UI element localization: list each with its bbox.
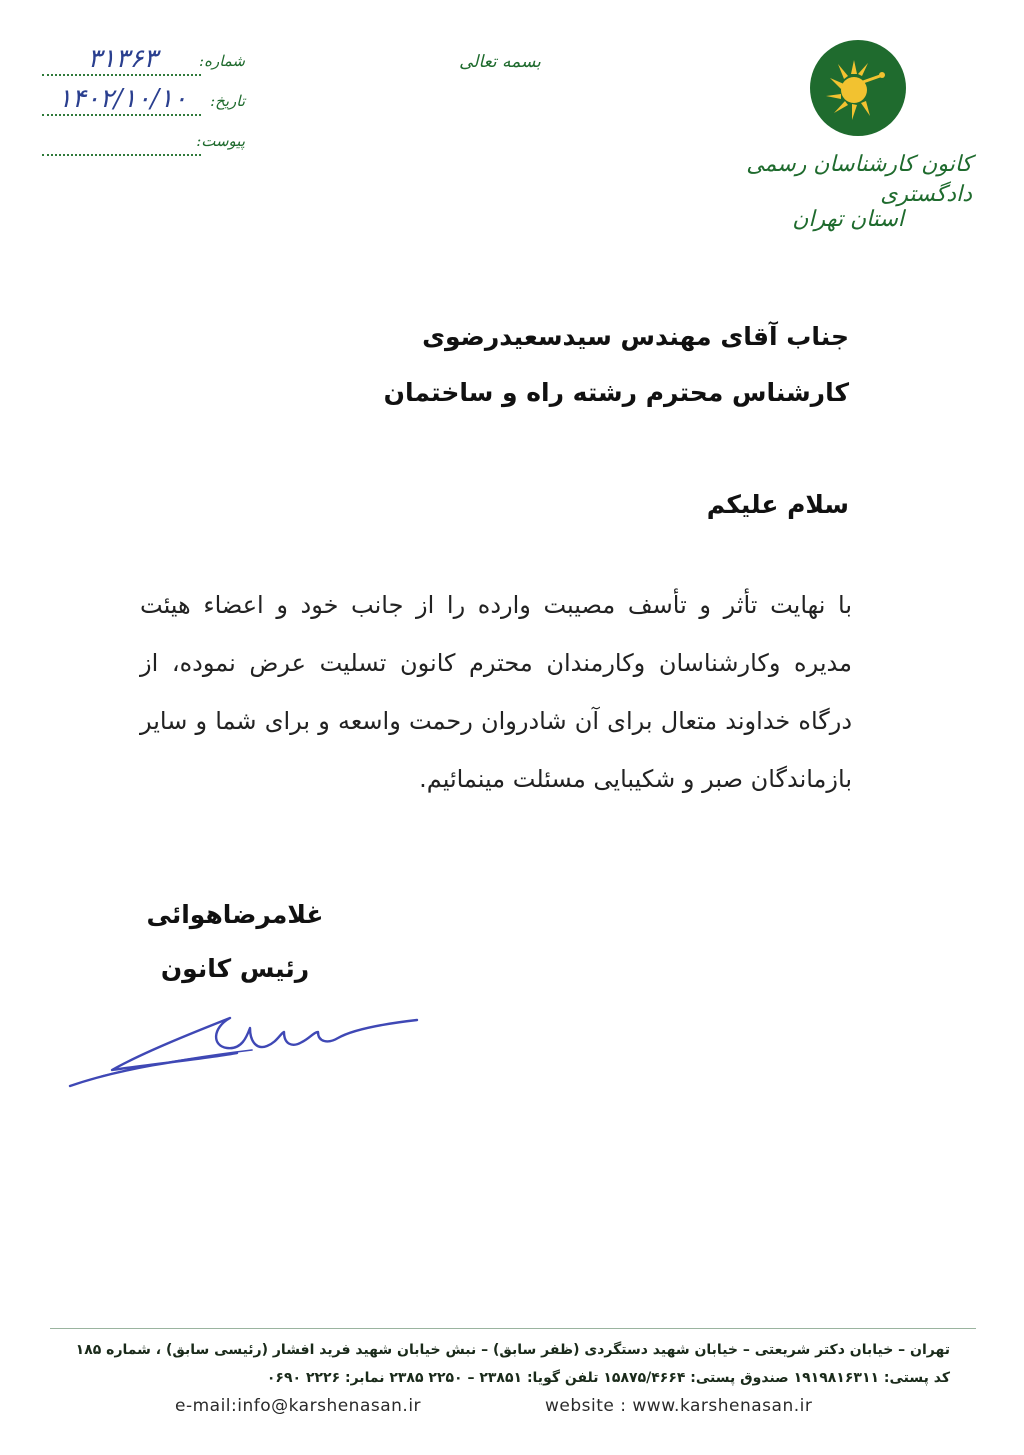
footer-divider — [50, 1328, 976, 1329]
letter-number-value: ۳۱۳۶۳ — [87, 44, 158, 74]
addressee-line-1: جناب آقای مهندس سیدسعیدرضوی — [422, 322, 849, 351]
organization-logo — [808, 38, 908, 138]
letter-body: با نهایت تأثر و تأسف مصیبت وارده را از جانب خود و اعضاء هیئت مدیره وکارشناسان وکارمندان محترم کانون تسلیت عرض نموده، از درگاه خداوند متعال برای آن شادروان رحمت واسعه و برای شما و سایر بازماندگان صبر و شکیبایی مسئلت مینمائیم. — [140, 591, 852, 793]
greeting: سلام علیکم — [706, 490, 849, 519]
letter-attachment-row — [30, 128, 245, 162]
footer-email: e-mail:info@karshenasan.ir — [175, 1396, 422, 1416]
letter-number-label: شماره: — [199, 52, 245, 70]
dotted-line — [42, 74, 201, 76]
handwritten-signature — [62, 998, 422, 1098]
letter-date-value: ۱۴۰۲/۱۰/۱۰ — [57, 84, 188, 114]
footer-contacts: کد پستی: ۱۹۱۹۸۱۶۳۱۱ صندوق پستی: ۱۵۸۷۵/۴۶۶۴ تلفن گویا: ۲۳۸۵۱ – ۲۲۵۰ ۲۳۸۵ نمابر: ۲۲۲۶ ۰۶۹۰ — [266, 1370, 950, 1386]
dotted-line — [42, 114, 201, 116]
letter-attachment-label: پیوست: — [196, 132, 245, 150]
signatory-title: رئیس کانون — [160, 954, 310, 983]
letter-date-label: تاریخ: — [210, 92, 245, 110]
letter-number-row — [30, 44, 245, 82]
dotted-line — [42, 154, 201, 156]
letter-date-row — [30, 84, 245, 122]
invocation: بسمه تعالی — [459, 52, 541, 72]
footer-address: تهران – خیابان دکتر شریعتی – خیابان شهید دستگردی (ظفر سابق) – نبش خیابان شهید فرید افشار (رئیسی سابق) ، شماره ۱۸۵ — [75, 1342, 950, 1358]
signatory-name: غلامرضاهوائی — [146, 900, 324, 929]
organization-province: استان تهران — [792, 207, 904, 232]
organization-name: کانون کارشناسان رسمی دادگستری — [746, 152, 972, 207]
addressee-line-2: کارشناس محترم رشته راه و ساختمان — [383, 378, 849, 407]
footer-website: website : www.karshenasan.ir — [545, 1396, 813, 1416]
